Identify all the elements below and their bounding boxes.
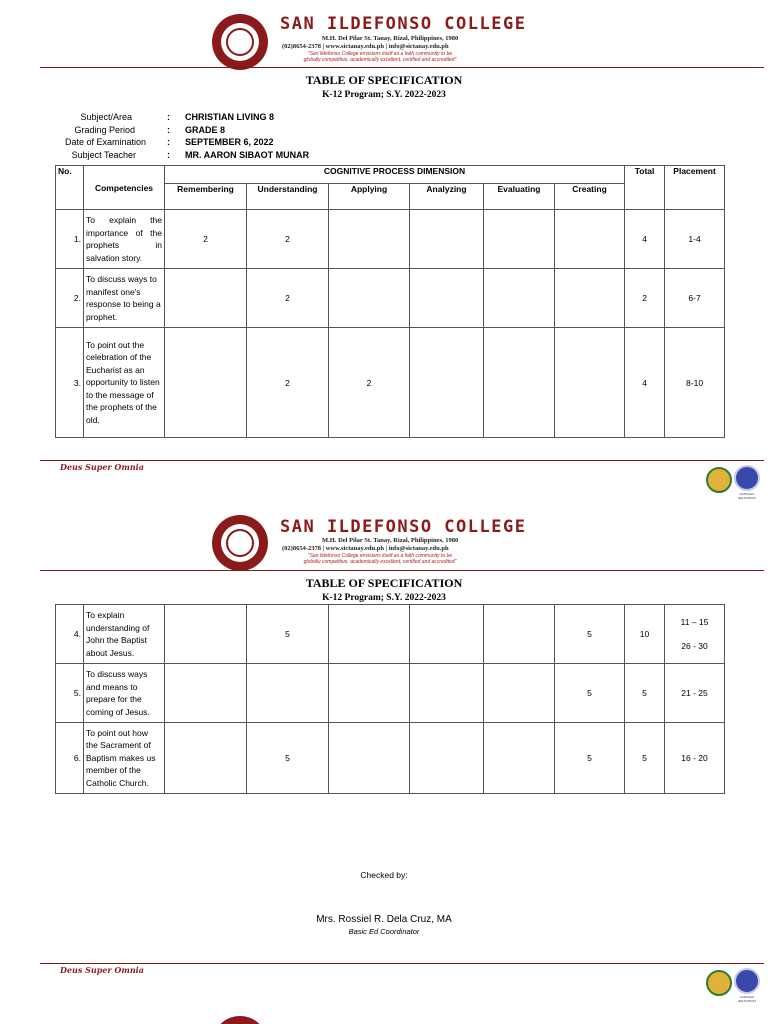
evaluating-count	[484, 269, 555, 328]
college-motto-line2: globally competitive, academically excellent, certified and accredited"	[303, 57, 457, 63]
competency-text: To point out the celebration of the Eucharist as an opportunity to listen to the message of the prophets of the old.	[84, 328, 165, 438]
header-remembering: Remembering	[165, 184, 247, 210]
placement-range-b: 26 - 30	[681, 641, 708, 651]
analyzing-count	[410, 605, 484, 664]
applying-count	[329, 664, 410, 723]
college-contact: (02)8654-2378 | www.sictanay.edu.ph | info@sictanay.edu.ph	[282, 545, 449, 552]
header-understanding: Understanding	[247, 184, 329, 210]
teacher-label: Subject Teacher	[71, 150, 136, 160]
accreditation-logo	[706, 467, 732, 493]
evaluating-count	[484, 210, 555, 269]
colon: :	[167, 137, 170, 147]
footer-motto: Deus Super Omnia	[60, 965, 144, 975]
header-evaluating: Evaluating	[484, 184, 555, 210]
placement-range-a: 11 – 15	[680, 617, 709, 627]
understanding-count: 5	[247, 723, 329, 794]
remembering-count	[165, 328, 247, 438]
analyzing-count	[410, 723, 484, 794]
table-row	[56, 605, 725, 664]
competency-text: To point out how the Sacrament of Baptism makes us member of the Catholic Church.	[84, 723, 165, 794]
document-subtitle: K-12 Program; S.Y. 2022-2023	[322, 593, 446, 603]
understanding-count: 2	[247, 328, 329, 438]
row-number: 1.	[56, 210, 84, 269]
evaluating-count	[484, 605, 555, 664]
signer-role: Basic Ed Coordinator	[348, 927, 420, 936]
understanding-count	[247, 664, 329, 723]
row-number: 2.	[56, 269, 84, 328]
applying-count: 2	[329, 328, 410, 438]
creating-count	[555, 269, 625, 328]
header-creating: Creating	[555, 184, 625, 210]
total-count: 2	[625, 269, 665, 328]
evaluating-count	[484, 328, 555, 438]
placement-range: 6-7	[665, 269, 725, 328]
colon: :	[167, 150, 170, 160]
competency-text: To explain the importance of the prophets in salvation story.	[84, 210, 165, 269]
applying-count	[329, 269, 410, 328]
college-seal-logo	[212, 1016, 268, 1024]
evaluating-count	[484, 723, 555, 794]
analyzing-count	[410, 269, 484, 328]
colon: :	[167, 125, 170, 135]
row-number: 3.	[56, 328, 84, 438]
checked-by-label: Checked by:	[360, 870, 408, 880]
header-placement: Placement	[665, 166, 725, 210]
header-total: Total	[625, 166, 665, 210]
row-number: 5.	[56, 664, 84, 723]
catholic-education-logo	[734, 968, 760, 994]
total-count: 4	[625, 328, 665, 438]
placement-range: 8-10	[665, 328, 725, 438]
header-competencies: Competencies	[84, 166, 165, 210]
placement-range: 1-4	[665, 210, 725, 269]
analyzing-count	[410, 210, 484, 269]
remembering-count	[165, 723, 247, 794]
creating-count: 5	[555, 664, 625, 723]
catholic-education-caption: CATHOLIC EDUCATION	[738, 995, 756, 1003]
table-row	[56, 210, 725, 269]
applying-count	[329, 723, 410, 794]
college-address: M.H. Del Pilar St. Tanay, Rizal, Philippines, 1980	[322, 35, 459, 42]
header-rule	[40, 570, 764, 571]
competency-text: To discuss ways to manifest one's response to being a prophet.	[84, 269, 165, 328]
creating-count	[555, 210, 625, 269]
competency-text: To explain understanding of John the Baptist about Jesus.	[84, 605, 165, 664]
teacher-value: MR. AARON SIBAOT MUNAR	[185, 150, 310, 160]
college-header	[0, 515, 768, 571]
understanding-count: 2	[247, 269, 329, 328]
analyzing-count	[410, 328, 484, 438]
total-count: 5	[625, 723, 665, 794]
placement-range: 21 - 25	[665, 664, 725, 723]
college-address: M.H. Del Pilar St. Tanay, Rizal, Philippines, 1980	[322, 537, 459, 544]
remembering-count	[165, 605, 247, 664]
footer-motto: Deus Super Omnia	[60, 462, 144, 472]
college-contact: (02)8654-2378 | www.sictanay.edu.ph | info@sictanay.edu.ph	[282, 43, 449, 50]
header-analyzing: Analyzing	[410, 184, 484, 210]
college-motto-line2: globally competitive, academically excellent, certified and accredited"	[303, 559, 457, 565]
applying-count	[329, 605, 410, 664]
grading-label: Grading Period	[74, 125, 135, 135]
college-motto-line1: "San Ildefonso College envisions itself as a faith community to be	[307, 553, 453, 559]
college-name: SAN ILDEFONSO COLLEGE	[280, 517, 527, 537]
total-count: 5	[625, 664, 665, 723]
accreditation-logo	[706, 970, 732, 996]
college-motto-line1: "San Ildefonso College envisions itself as a faith community to be	[307, 51, 453, 57]
creating-count: 5	[555, 723, 625, 794]
understanding-count: 5	[247, 605, 329, 664]
placement-range: 16 - 20	[665, 723, 725, 794]
total-count: 10	[625, 605, 665, 664]
header-cognitive-dimension: COGNITIVE PROCESS DIMENSION	[165, 166, 625, 184]
remembering-count	[165, 269, 247, 328]
row-number: 6.	[56, 723, 84, 794]
document-title: TABLE OF SPECIFICATION	[305, 73, 463, 87]
date-label: Date of Examination	[64, 137, 146, 147]
colon: :	[167, 112, 170, 122]
header-no: No.	[56, 166, 84, 210]
remembering-count	[165, 664, 247, 723]
college-name: SAN ILDEFONSO COLLEGE	[280, 14, 527, 34]
remembering-count: 2	[165, 210, 247, 269]
document-title: TABLE OF SPECIFICATION	[305, 576, 463, 590]
signer-name: Mrs. Rossiel R. Dela Cruz, MA	[316, 914, 452, 925]
catholic-education-logo	[734, 465, 760, 491]
table-row	[56, 328, 725, 438]
placement-range	[665, 605, 725, 664]
catholic-education-caption: CATHOLIC EDUCATION	[738, 492, 756, 500]
total-count: 4	[625, 210, 665, 269]
subject-value: CHRISTIAN LIVING 8	[185, 112, 275, 122]
table-row	[56, 664, 725, 723]
footer-rule	[40, 460, 764, 461]
date-value: SEPTEMBER 6, 2022	[185, 137, 274, 147]
competency-text: To discuss ways and means to prepare for the coming of Jesus.	[84, 664, 165, 723]
evaluating-count	[484, 664, 555, 723]
understanding-count: 2	[247, 210, 329, 269]
college-header	[0, 14, 768, 70]
grading-value: GRADE 8	[185, 125, 226, 135]
footer-rule	[40, 963, 764, 964]
specification-table-page1	[55, 165, 725, 438]
analyzing-count	[410, 664, 484, 723]
specification-table-page2	[55, 604, 725, 794]
table-row	[56, 723, 725, 794]
document-subtitle: K-12 Program; S.Y. 2022-2023	[322, 90, 446, 100]
header-rule	[40, 67, 764, 68]
creating-count: 5	[555, 605, 625, 664]
subject-label: Subject/Area	[80, 112, 132, 122]
applying-count	[329, 210, 410, 269]
page-3-header-partial	[0, 1016, 768, 1024]
creating-count	[555, 328, 625, 438]
table-row	[56, 269, 725, 328]
header-applying: Applying	[329, 184, 410, 210]
row-number: 4.	[56, 605, 84, 664]
